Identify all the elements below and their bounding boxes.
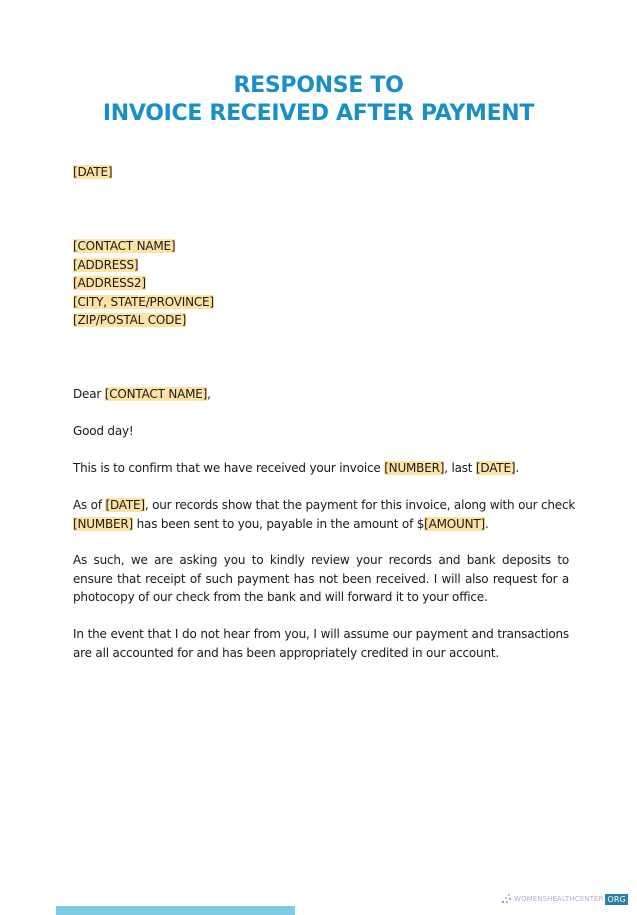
para2-text-d: . [485, 516, 489, 531]
document-title-line2: INVOICE RECEIVED AFTER PAYMENT [102, 101, 535, 126]
footer-logo [500, 892, 628, 906]
salutation-name-placeholder: [CONTACT NAME] [104, 387, 208, 401]
para1-text-a: This is to confirm that we have received your invoice [73, 461, 385, 475]
logo-tld: ORG [607, 894, 626, 904]
salutation-prefix: Dear [73, 387, 105, 401]
paragraph-4: In the event that I do not hear from you, I will assume our payment and transactions are all accounted for and has been appropriately credited in our account. [73, 627, 569, 660]
document-title-line1: RESPONSE TO [233, 73, 404, 98]
paragraph-3: As such, we are asking you to kindly review your records and bank deposits to ensure that receipt of such payment has not been received. I will also request for a photocopy of our check from the bank and will forward it to your office. [73, 553, 569, 604]
salutation-suffix: , [207, 387, 211, 401]
address2-placeholder: [ADDRESS2] [73, 276, 146, 290]
logo-dots-icon [500, 893, 512, 905]
paragraph-1 [73, 459, 569, 478]
contact-name-placeholder: [CONTACT NAME] [73, 239, 176, 253]
date-line [73, 163, 569, 182]
city-state-placeholder: [CITY, STATE/PROVINCE] [73, 294, 214, 309]
greeting: Good day! [73, 424, 134, 438]
invoice-date-placeholder: [DATE] [475, 461, 516, 475]
para1-text-b: , last [444, 461, 476, 475]
para2-text-b: , our records show that the payment for this invoice, along with our check [144, 498, 576, 512]
footer-accent-bar [56, 906, 295, 915]
invoice-number-placeholder: [NUMBER] [384, 461, 445, 475]
recipient-address [73, 237, 569, 330]
logo-text: WOMENSHEALTHCENTER [514, 895, 604, 903]
zip-placeholder: [ZIP/POSTAL CODE] [73, 313, 187, 327]
address-placeholder: [ADDRESS] [73, 257, 139, 272]
para2-text-a: As of [73, 498, 106, 512]
check-number-placeholder: [NUMBER] [73, 516, 134, 531]
paragraph-2 [73, 496, 576, 533]
payment-date-placeholder: [DATE] [105, 498, 145, 512]
amount-placeholder: [AMOUNT] [424, 516, 486, 531]
date-placeholder: [DATE] [73, 165, 113, 179]
para2-text-c: has been sent to you, payable in the amount of $ [133, 516, 425, 531]
salutation [73, 385, 569, 404]
para1-text-c: . [515, 461, 519, 475]
